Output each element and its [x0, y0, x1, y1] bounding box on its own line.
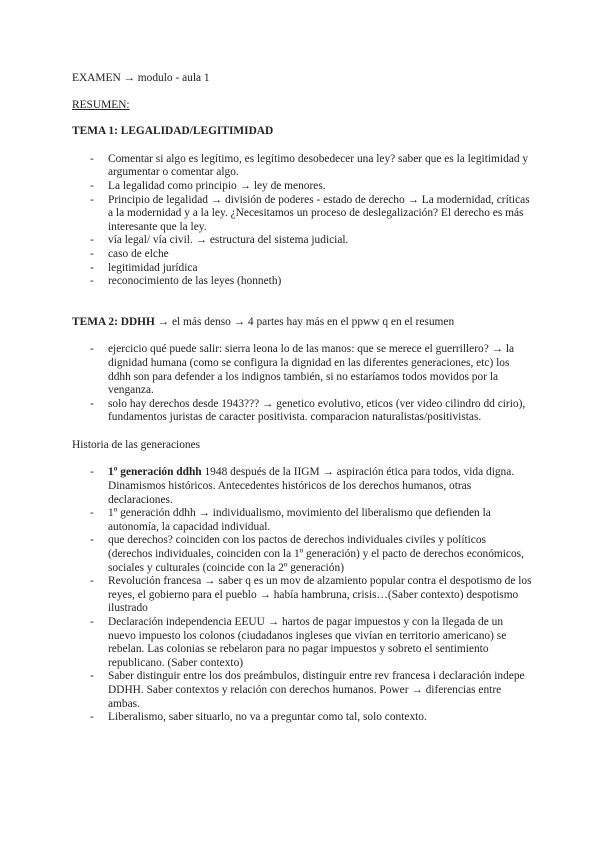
tema1-list: [72, 153, 532, 289]
list-item: - legitimidad jurídica: [72, 262, 532, 276]
list-item: - Revolución francesa → saber q es un mov de alzamiento popular contra el despotismo de los reyes, el gobierno para el pueblo → había hambruna, crisis…(Saber contexto) despotismo ilustrado: [72, 575, 532, 616]
resumen-heading: RESUMEN:: [72, 98, 130, 111]
exam-title: EXAMEN → modulo - aula 1: [72, 72, 210, 84]
tema2-list: [72, 343, 532, 425]
list-item: - Comentar si algo es legítimo, es legítimo desobedecer una ley? saber que es la legitimidad y argumentar o comentar algo.: [72, 153, 532, 180]
list-item: - 1º generación ddhh → individualismo, movimiento del liberalismo que defienden la autonomía, la capacidad individual.: [72, 507, 532, 534]
list-item: - Principio de legalidad → división de poderes - estado de derecho → La modernidad, críticas a la modernidad y a la ley. ¿Necesitamos un proceso de deslegalización? El derecho es más interesante que la ley.: [72, 194, 532, 235]
list-item: - Liberalismo, saber situarlo, no va a preguntar como tal, solo contexto.: [72, 711, 532, 725]
list-item: - vía legal/ vía civil. → estructura del sistema judicial.: [72, 234, 532, 248]
list-item: - caso de elche: [72, 248, 532, 262]
list-item: - ejercicio qué puede salir: sierra leona lo de las manos: que se merece el guerrillero? → la dignidad humana (como se configura la dignidad en las diferentes generaciones, etc) los ddhh son para defender a los indignos también, si no estaríamos todos movidos por la venganza.: [72, 343, 532, 397]
list-item: - La legalidad como principio → ley de menores.: [72, 180, 532, 194]
list-item: - 1º generación ddhh 1948 después de la IIGM → aspiración ética para todos, vida digna. Dinamismos históricos. Antecedentes históricos de los derechos humanos, otras declaraciones.: [72, 466, 532, 507]
list-item: - Saber distinguir entre los dos preámbulos, distinguir entre rev francesa i declaración indepe DDHH. Saber contextos y relación con derechos humanos. Power → diferencias entre ambas.: [72, 670, 532, 711]
tema1-title: TEMA 1: LEGALIDAD/LEGITIMIDAD: [72, 125, 274, 138]
list-item: - Declaración independencia EEUU → hartos de pagar impuestos y con la llegada de un nuevo impuesto los colonos (ciudadanos ingleses que vivían en territorio americano) se rebelan. Las colonias se rebelaron para no pagar impuestos y sobreto el sentimiento republicano. (Saber contexto): [72, 616, 532, 670]
historia-heading: Historia de las generaciones: [72, 438, 201, 451]
list-item: - reconocimiento de las leyes (honneth): [72, 275, 532, 289]
list-item: - solo hay derechos desde 1943??? → genetico evolutivo, eticos (ver video cilindro dd cirio), fundamentos juristas de caracter positivista. comparacion naturalistas/positivistas.: [72, 398, 532, 425]
historia-list: [72, 466, 532, 724]
tema2-title: TEMA 2: DDHH → el más denso → 4 partes hay más en el ppww q en el resumen: [72, 315, 455, 328]
list-item: - que derechos? coinciden con los pactos de derechos individuales civiles y políticos (derechos individuales, coinciden con la 1º generación) y el pacto de derechos económicos, sociales y culturales (coincide con la 2º generación): [72, 534, 532, 575]
document-page: [72, 72, 532, 725]
